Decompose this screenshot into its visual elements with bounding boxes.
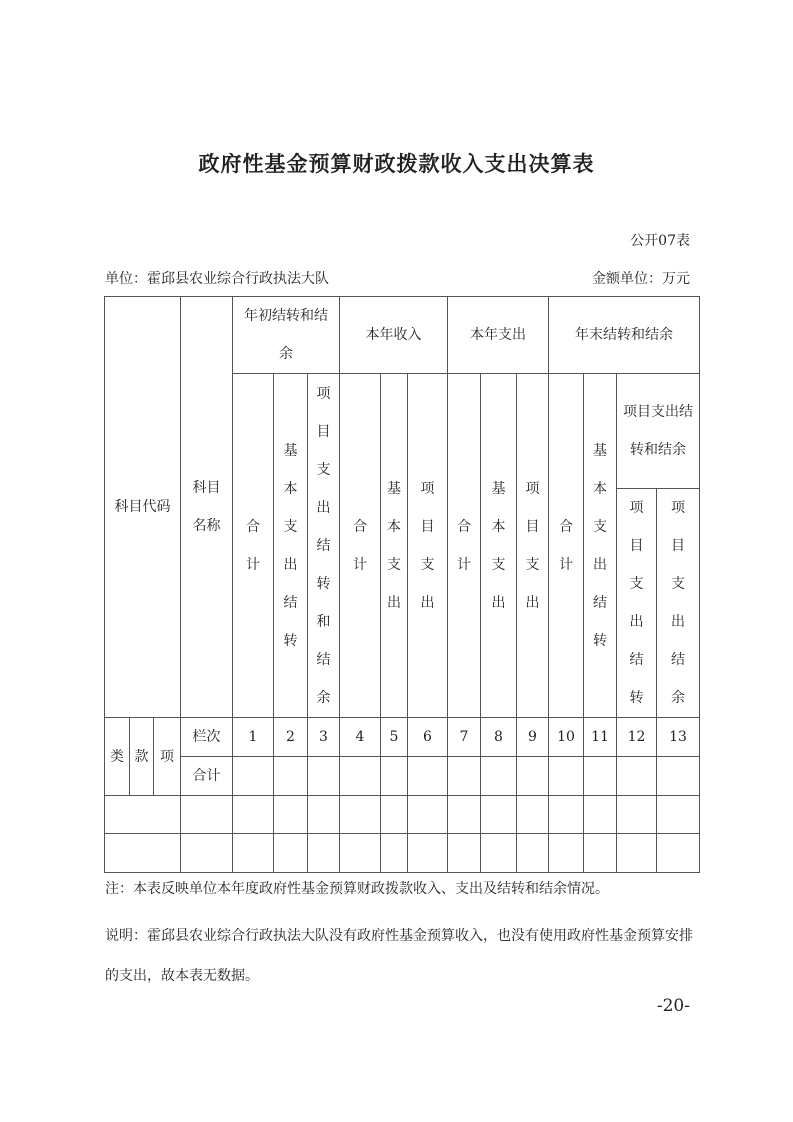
header-project-balance (657, 489, 700, 718)
cell (617, 834, 657, 873)
cell (308, 834, 340, 873)
cell (340, 796, 381, 834)
cell (448, 757, 481, 796)
cell (308, 757, 340, 796)
table-row (105, 796, 700, 834)
header-lei: 类 (105, 718, 130, 796)
column-number: 10 (549, 718, 584, 757)
budget-table (104, 296, 700, 873)
cell (549, 796, 584, 834)
header-project-carry-balance-1 (308, 374, 340, 718)
header-text: 项目支出结转 (629, 500, 644, 706)
unit-label: 单位：霍邱县农业综合行政执法大队 (105, 271, 329, 287)
cell (448, 834, 481, 873)
cell (105, 796, 181, 834)
header-text: 项目支出 (420, 480, 435, 611)
cell (181, 796, 233, 834)
cell (584, 757, 617, 796)
table-description: 说明：霍邱县农业综合行政执法大队没有政府性基金预算收入，也没有使用政府性基金预算安排的支出，故本表无数据。 (105, 928, 693, 984)
cell (381, 834, 408, 873)
cell (549, 834, 584, 873)
cell (408, 757, 448, 796)
column-number: 6 (408, 718, 448, 757)
header-text: 项目支出结转和结余 (316, 385, 331, 706)
column-number: 4 (340, 718, 381, 757)
header-name-text: 科目名称 (192, 480, 221, 534)
cell (481, 834, 517, 873)
cell (274, 796, 308, 834)
header-group-income: 本年收入 (340, 297, 448, 374)
column-number: 12 (617, 718, 657, 757)
column-number: 5 (381, 718, 408, 757)
header-name (181, 297, 233, 718)
header-text: 合计 (559, 518, 573, 573)
amount-unit-label: 金额单位：万元 (592, 271, 690, 287)
cell (481, 796, 517, 834)
header-basic-carry-1 (274, 374, 308, 718)
cell (517, 834, 549, 873)
cell (274, 834, 308, 873)
cell (233, 796, 274, 834)
column-number: 1 (233, 718, 274, 757)
header-text: 项目支出 (525, 480, 540, 611)
cell (408, 796, 448, 834)
total-row (105, 757, 700, 796)
column-number: 13 (657, 718, 700, 757)
cell (381, 796, 408, 834)
form-number: 公开07表 (630, 233, 690, 249)
header-text: 基本支出结转 (593, 442, 607, 649)
header-total-1 (233, 374, 274, 718)
group-opening-text: 年初结转和结余 (243, 308, 328, 362)
table-row (105, 834, 700, 873)
cell (617, 757, 657, 796)
cell (233, 834, 274, 873)
header-total-2 (340, 374, 381, 718)
cell (381, 757, 408, 796)
column-label: 栏次 (181, 718, 233, 757)
total-row-label: 合计 (181, 757, 233, 796)
cell (448, 796, 481, 834)
header-project-2 (408, 374, 448, 718)
header-text: 基本支出 (491, 480, 506, 611)
cell (517, 757, 549, 796)
header-text: 项目支出结余 (671, 500, 685, 706)
cell (481, 757, 517, 796)
column-number: 2 (274, 718, 308, 757)
column-number: 8 (481, 718, 517, 757)
header-group-opening (233, 297, 340, 374)
cell (308, 796, 340, 834)
cell (657, 834, 700, 873)
cell (340, 757, 381, 796)
cell (517, 796, 549, 834)
cell (274, 757, 308, 796)
cell (657, 796, 700, 834)
cell (181, 834, 233, 873)
header-code: 科目代码 (105, 297, 181, 718)
header-text: 基本支出 (387, 480, 401, 611)
column-number: 7 (448, 718, 481, 757)
header-text: 合计 (353, 518, 367, 573)
header-text: 基本支出结转 (283, 442, 298, 649)
page-title: 政府性基金预算财政拨款收入支出决算表 (198, 151, 595, 176)
cell (408, 834, 448, 873)
header-project-3 (517, 374, 549, 718)
cell (549, 757, 584, 796)
cell (584, 834, 617, 873)
header-text: 合计 (246, 518, 260, 573)
header-project-carry-balance-4 (617, 374, 700, 489)
cell (105, 834, 181, 873)
column-number: 3 (308, 718, 340, 757)
table-note: 注：本表反映单位本年度政府性基金预算财政拨款收入、支出及结转和结余情况。 (105, 881, 609, 897)
cell (584, 796, 617, 834)
header-total-4 (549, 374, 584, 718)
cell (233, 757, 274, 796)
page-number: -20- (656, 996, 690, 1016)
header-text: 合计 (457, 518, 471, 573)
column-number: 11 (584, 718, 617, 757)
header-group-closing: 年末结转和结余 (549, 297, 700, 374)
header-basic-carry-4 (584, 374, 617, 718)
header-total-3 (448, 374, 481, 718)
header-xiang: 项 (154, 718, 181, 796)
header-text: 项目支出结转和结余 (623, 404, 693, 458)
cell (657, 757, 700, 796)
cell (340, 834, 381, 873)
header-basic-2 (381, 374, 408, 718)
header-basic-3 (481, 374, 517, 718)
header-kuan: 款 (130, 718, 154, 796)
header-group-expense: 本年支出 (448, 297, 549, 374)
column-number: 9 (517, 718, 549, 757)
header-project-carry (617, 489, 657, 718)
cell (617, 796, 657, 834)
